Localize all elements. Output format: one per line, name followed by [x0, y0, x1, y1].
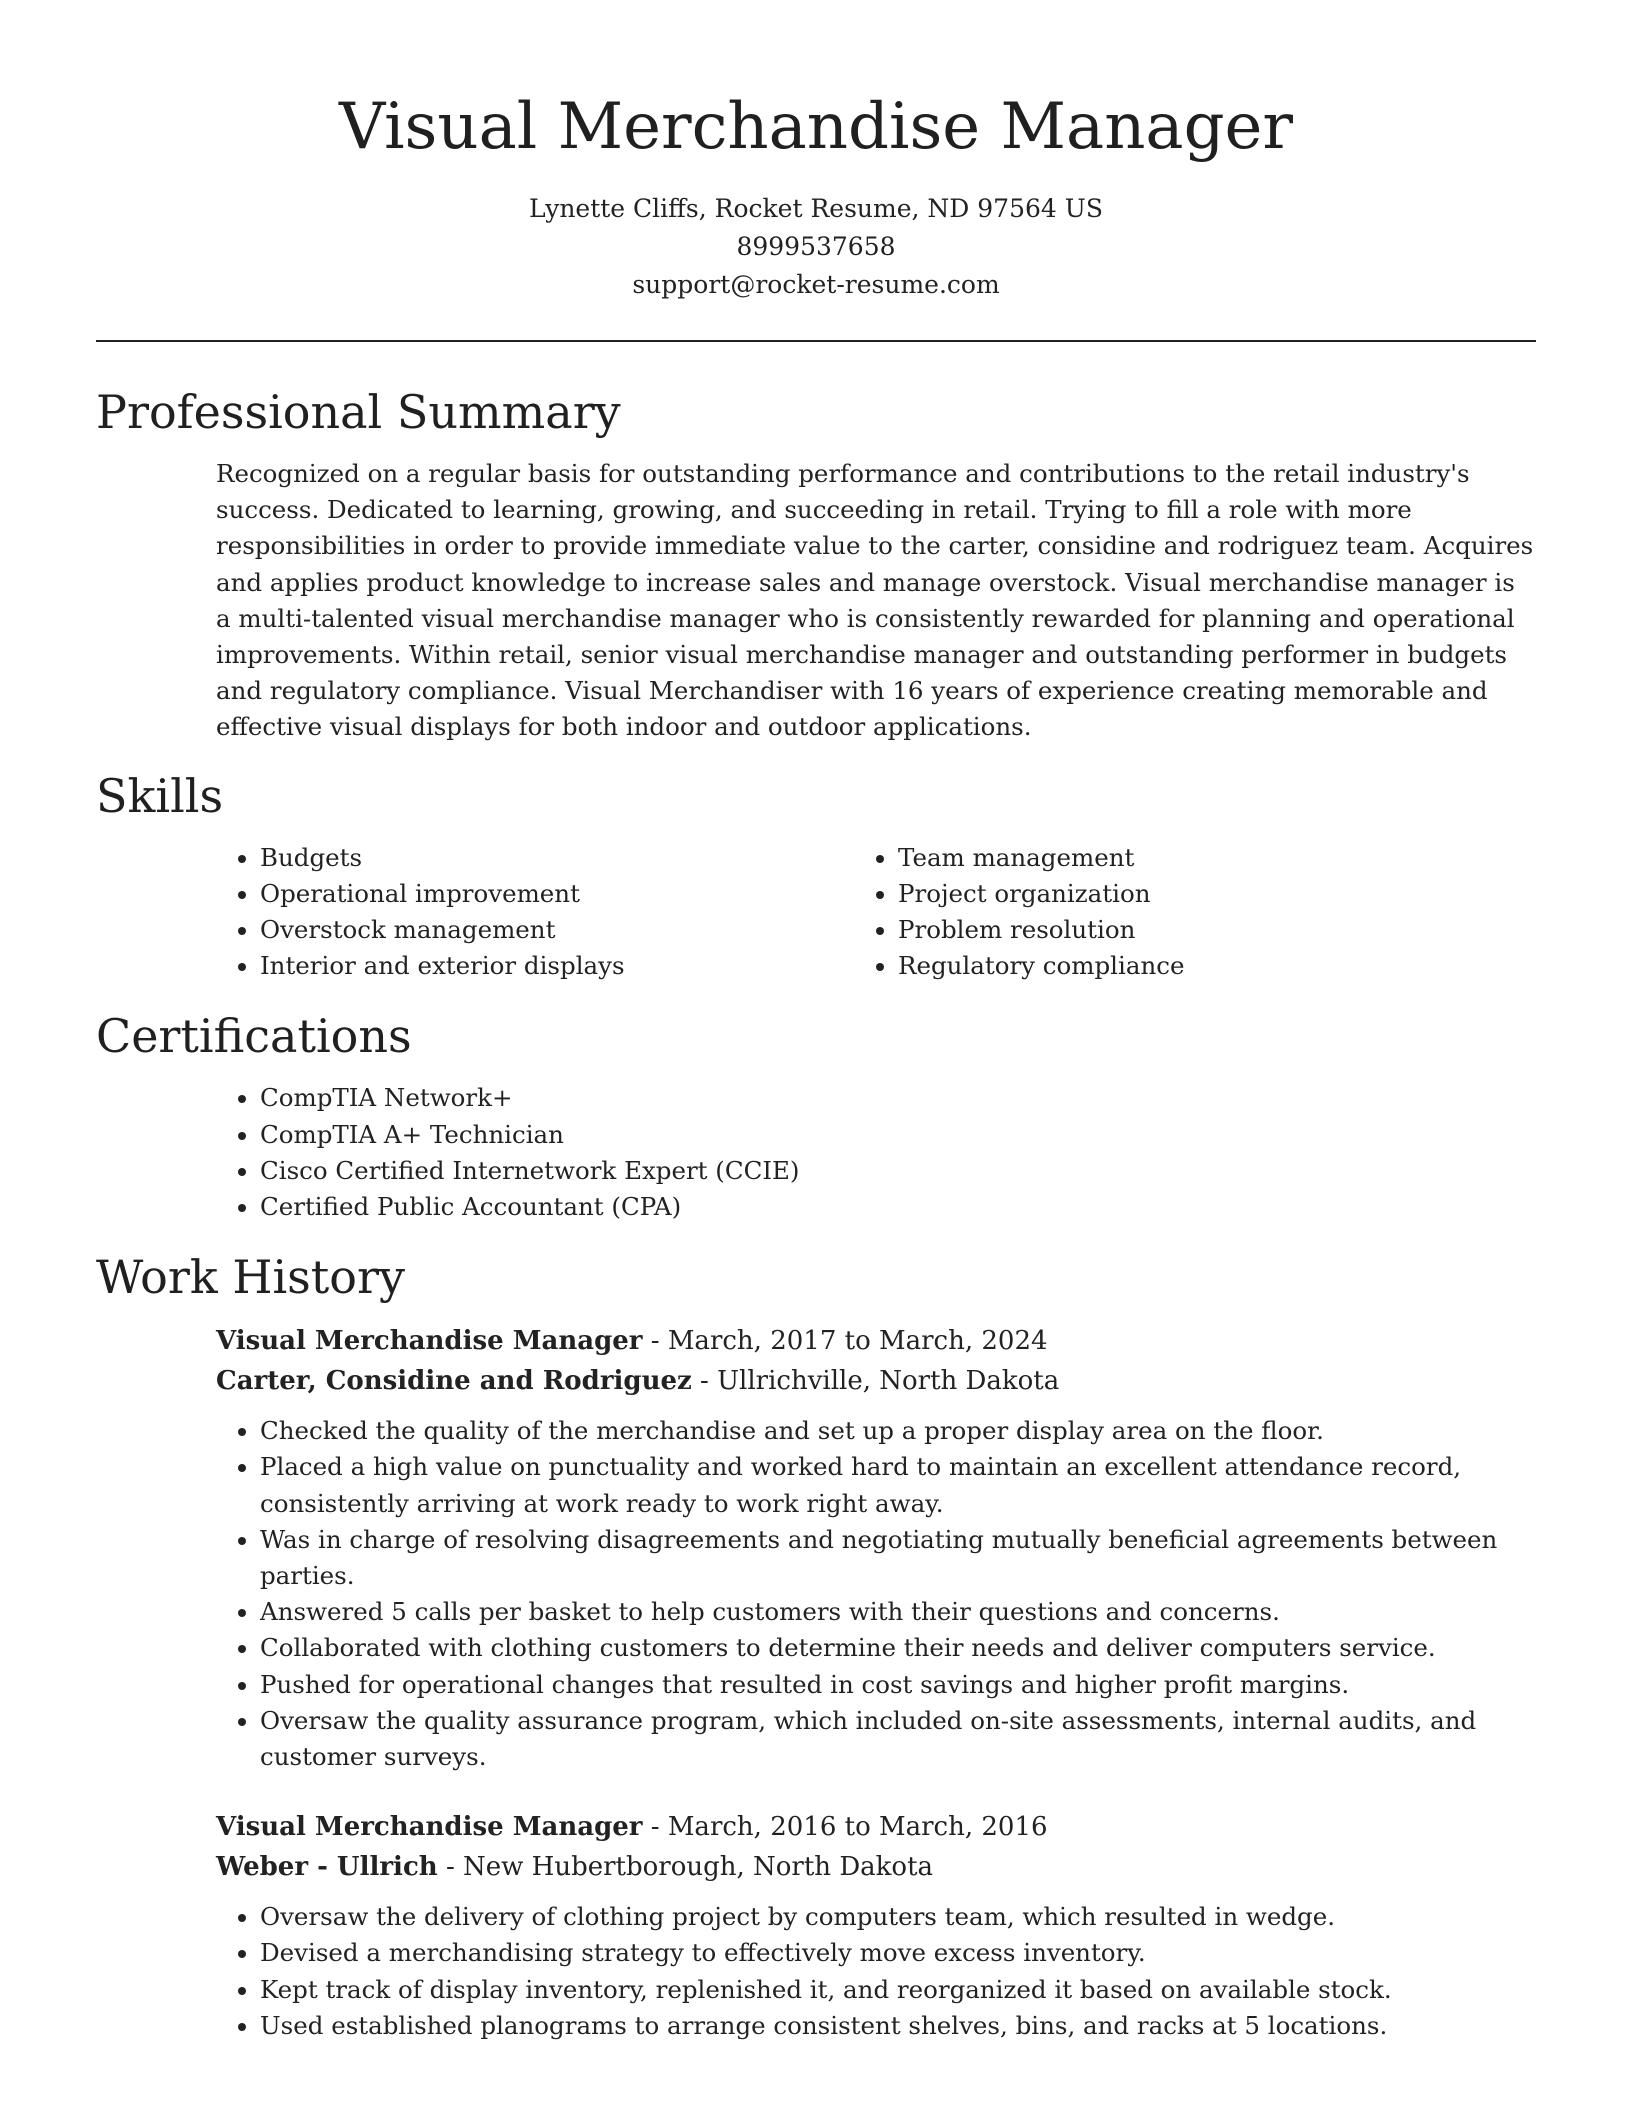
job-location: - New Hubertborough, North Dakota [437, 1852, 934, 1883]
skills-column-right [898, 840, 1536, 985]
skills-heading: Skills [96, 768, 224, 823]
job-bullet: • Devised a merchandising strategy to effectively move excess inventory. [260, 1935, 1536, 1971]
certification-item: • CompTIA A+ Technician [260, 1117, 1536, 1153]
skills-column-left [260, 840, 898, 985]
job-title: Visual Merchandise Manager [216, 1326, 643, 1357]
job-title-line [216, 1321, 1536, 1361]
summary-heading: Professional Summary [96, 385, 621, 439]
job-bullet: • Checked the quality of the merchandise and set up a proper display area on the floor. [260, 1413, 1536, 1449]
summary-text: Recognized on a regular basis for outstanding performance and contributions to the retail industry's success. Dedicated to learning, growing, and succeeding in retail. Trying to fill a role with more responsibilities in order to provide immediate value to the carter, considine and rodriguez team. Acquires and applies product knowledge to increase sales and manage overstock. Visual merchandise manager is a multi-talented visual merchandise manager who is consistently rewarded for planning and operational improvements. Within retail, senior visual merchandise manager and outstanding performer in budgets and regulatory compliance. Visual Merchandiser with 16 years of experience creating memorable and effective visual displays for both indoor and outdoor applications. [216, 459, 1534, 742]
job-bullet: • Oversaw the delivery of clothing project by computers team, which resulted in wedge. [260, 1899, 1536, 1935]
skill-item: • Operational improvement [260, 876, 898, 912]
job-title-line [216, 1807, 1536, 1847]
job-bullet: • Kept track of display inventory, replenished it, and reorganized it based on available stock. [260, 1972, 1536, 2008]
skill-item: • Project organization [898, 876, 1536, 912]
header-divider [96, 340, 1536, 342]
job-bullet: • Placed a high value on punctuality and worked hard to maintain an excellent attendance record, consistently arriving at work ready to work right away. [260, 1449, 1536, 1521]
job-dates: - March, 2016 to March, 2016 [642, 1812, 1048, 1843]
skill-item: • Team management [898, 840, 1536, 876]
job-bullets [260, 1413, 1536, 1775]
job-company: Weber - Ullrich [216, 1852, 438, 1883]
skill-item: • Regulatory compliance [898, 948, 1536, 984]
work-history-heading: Work History [96, 1250, 405, 1305]
certifications-list [260, 1080, 1536, 1225]
skill-item: • Budgets [260, 840, 898, 876]
contact-phone: 8999537658 [736, 232, 896, 261]
job-bullet: • Collaborated with clothing customers to determine their needs and deliver computers service. [260, 1630, 1536, 1666]
skill-item: • Problem resolution [898, 912, 1536, 948]
job-bullet: • Pushed for operational changes that resulted in cost savings and higher profit margins. [260, 1667, 1536, 1703]
job-location: - Ullrichville, North Dakota [691, 1366, 1060, 1397]
job-bullet: • Was in charge of resolving disagreements and negotiating mutually beneficial agreements between parties. [260, 1522, 1536, 1594]
resume-title: Visual Merchandise Manager [338, 90, 1294, 164]
contact-email: support@rocket-resume.com [632, 270, 1000, 299]
certification-item: • CompTIA Network+ [260, 1080, 1536, 1116]
job-entry [216, 1807, 1536, 2044]
skills-list [260, 840, 1536, 985]
job-company-line [216, 1847, 1536, 1887]
job-entry [216, 1321, 1536, 1775]
certification-item: • Cisco Certified Internetwork Expert (CCIE) [260, 1153, 1536, 1189]
contact-block [96, 190, 1536, 304]
job-company: Carter, Considine and Rodriguez [216, 1366, 692, 1397]
job-dates: - March, 2017 to March, 2024 [642, 1326, 1048, 1357]
skill-item: • Interior and exterior displays [260, 948, 898, 984]
certification-item: • Certified Public Accountant (CPA) [260, 1189, 1536, 1225]
certifications-heading: Certifications [96, 1009, 412, 1064]
skill-item: • Overstock management [260, 912, 898, 948]
job-bullets [260, 1899, 1536, 2044]
job-bullet: • Answered 5 calls per basket to help customers with their questions and concerns. [260, 1594, 1536, 1630]
job-company-line [216, 1361, 1536, 1401]
contact-address: Lynette Cliffs, Rocket Resume, ND 97564 US [529, 194, 1103, 223]
job-bullet: • Used established planograms to arrange consistent shelves, bins, and racks at 5 locations. [260, 2008, 1536, 2044]
job-bullet: • Oversaw the quality assurance program, which included on-site assessments, internal audits, and customer surveys. [260, 1703, 1536, 1775]
job-title: Visual Merchandise Manager [216, 1812, 643, 1843]
